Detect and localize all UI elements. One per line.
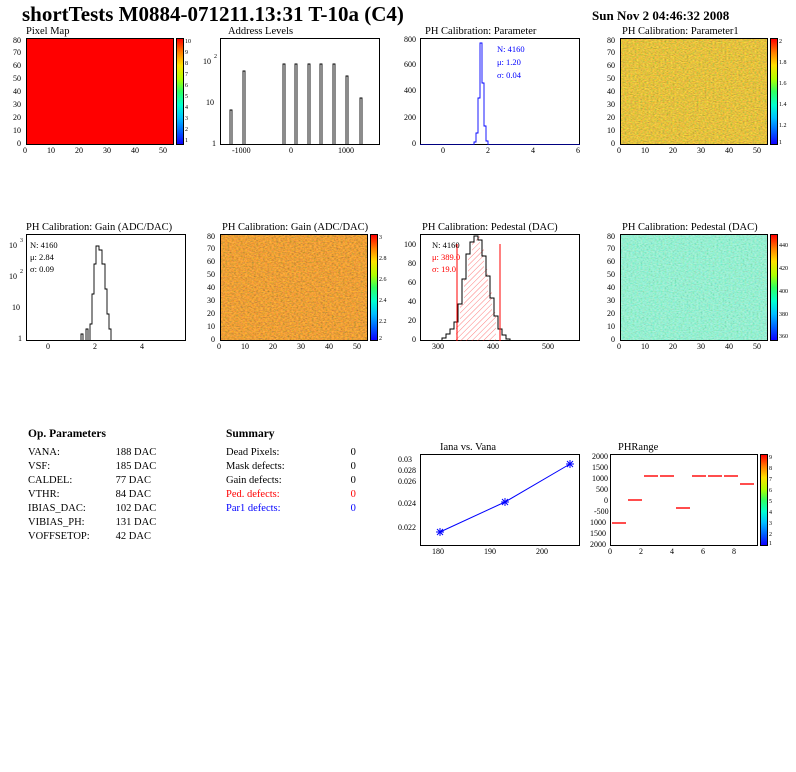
op-param-value: 131 DAC	[115, 517, 157, 528]
ped-map-title: PH Calibration: Pedestal (DAC)	[622, 222, 758, 233]
phrange-colorbar	[760, 454, 768, 546]
op-param-name: VTHR:	[28, 489, 60, 500]
table-row	[226, 447, 356, 461]
ph-parameter-stat-mu: μ: 1.20	[497, 57, 521, 67]
report-page: shortTests M0884-071211.13:31 T-10a (C4) Sun Nov 2 04:46:32 2008 Pixel Map 0 10 20 30 40 50 0 10 20 30 40 50 60 70 80 10 9 8 7 6 5 4 3 2 1 Address Levels -1000 0 1000 1 10 10 2 PH Calibration: Parameter N: 4160 μ: 1.20 σ: 0.04 0 2 4 6 0 200 400 600 800 PH Calibration: Parameter1 0 10 20 30 40 50 0 10 20 30 40 50 60 70 80 2 1.8 1.6 1.4 1.2 1 PH Calibration: Gain (ADC/DAC) N: 4160 μ: 2.84 σ: 0.09 0 2 4 1 10 10 2 10 3 PH Calibration: Gain (ADC/DAC) 0 10 20 30 40 50 0 10 20 30 40 50 60 70 80 3 2.8 2.6 2.4 2.2 2 PH Calibration: Pedestal (DAC) N: 4160 μ: 389.0 σ: 19.0 300 400 500 0 20 40 60 80 100 PH Calibration: Pedestal (DAC) 0 10 20 30 40 50 0 10 20 30 40 50 60 70 80 440 420 400 380 360 Op. Parameters VANA: 188 DAC VSF: 185 DAC CALDEL: 77 DAC VTHR: 84 DAC IBIAS_DAC: 102 DAC VIBIAS_PH: 131 DAC VOFFSETOP: 42 DAC Summary Dead Pixels: 0 Mask defects: 0 Gain defects: 0 Ped. defects: 0 Par1 defects: 0 Iana vs. Vana 180 190 200 0.022 0.024 0.026 0.03 0.028 PHRange 0 2 4 6 8 2000 1500 1000 500 0 -500 1000 1500 2000 9 8 7 6 5 4 3 2 1	[9, 2, 788, 556]
summary-value: 0	[350, 475, 356, 486]
ped-map-colorbar	[770, 234, 778, 341]
table-row	[28, 503, 156, 517]
table-row	[226, 489, 356, 503]
op-param-value: 188 DAC	[115, 447, 157, 458]
summary-value: 0	[350, 503, 356, 514]
ph-parameter-stat-sigma: σ: 0.04	[497, 70, 521, 80]
gain-hist-title: PH Calibration: Gain (ADC/DAC)	[26, 222, 173, 233]
op-param-value: 84 DAC	[115, 489, 151, 500]
ph-parameter-title: PH Calibration: Parameter	[425, 26, 537, 37]
op-param-value: 102 DAC	[115, 503, 157, 514]
page-title: shortTests M0884-071211.13:31 T-10a (C4)	[22, 2, 404, 26]
summary-name: Ped. defects:	[226, 489, 280, 500]
table-row	[226, 475, 356, 489]
pixel-map-colorbar	[176, 38, 184, 145]
table-row	[28, 475, 156, 489]
phrange-title: PHRange	[618, 442, 659, 453]
gain-map-title: PH Calibration: Gain (ADC/DAC)	[222, 222, 369, 233]
op-param-value: 185 DAC	[115, 461, 157, 472]
pixel-map-title: Pixel Map	[26, 26, 70, 37]
op-param-name: IBIAS_DAC:	[28, 503, 86, 514]
op-parameters-heading: Op. Parameters	[28, 428, 106, 440]
gain-hist-stat-mu: μ: 2.84	[30, 252, 54, 262]
ph-parameter1-colorbar	[770, 38, 778, 145]
ped-hist-stat-sigma: σ: 19.0	[432, 264, 456, 274]
table-row	[28, 461, 156, 475]
summary-value: 0	[350, 461, 356, 472]
ped-hist-title: PH Calibration: Pedestal (DAC)	[422, 222, 558, 233]
table-row	[28, 517, 156, 531]
table-row	[226, 461, 356, 475]
summary-heading: Summary	[226, 428, 275, 440]
table-row	[28, 447, 156, 461]
op-param-value: 42 DAC	[115, 531, 151, 542]
op-param-value: 77 DAC	[115, 475, 151, 486]
op-param-name: VANA:	[28, 447, 60, 458]
ped-hist-stat-n: N: 4160	[432, 240, 460, 250]
table-row	[226, 503, 356, 517]
report-timestamp: Sun Nov 2 04:46:32 2008	[592, 8, 730, 23]
gain-hist-stat-n: N: 4160	[30, 240, 58, 250]
iana-title: Iana vs. Vana	[440, 442, 497, 453]
ph-parameter1-title: PH Calibration: Parameter1	[622, 26, 739, 37]
op-param-name: CALDEL:	[28, 475, 73, 486]
summary-value: 0	[350, 447, 356, 458]
summary-name: Mask defects:	[226, 461, 285, 472]
gain-map-colorbar	[370, 234, 378, 341]
summary-value: 0	[350, 489, 356, 500]
summary-table	[226, 447, 356, 517]
summary-name: Par1 defects:	[226, 503, 281, 514]
ped-hist-stat-mu: μ: 389.0	[432, 252, 461, 262]
summary-name: Dead Pixels:	[226, 447, 280, 458]
op-param-name: VOFFSETOP:	[28, 531, 90, 542]
address-levels-title: Address Levels	[228, 26, 294, 37]
ph-parameter-stat-n: N: 4160	[497, 44, 525, 54]
op-param-name: VIBIAS_PH:	[28, 517, 85, 528]
summary-name: Gain defects:	[226, 475, 282, 486]
op-parameters-table	[28, 447, 156, 545]
op-param-name: VSF:	[28, 461, 51, 472]
table-row	[28, 489, 156, 503]
summary-block	[226, 428, 356, 517]
op-parameters-block	[28, 428, 156, 545]
gain-hist-stat-sigma: σ: 0.09	[30, 264, 54, 274]
table-row	[28, 531, 156, 545]
